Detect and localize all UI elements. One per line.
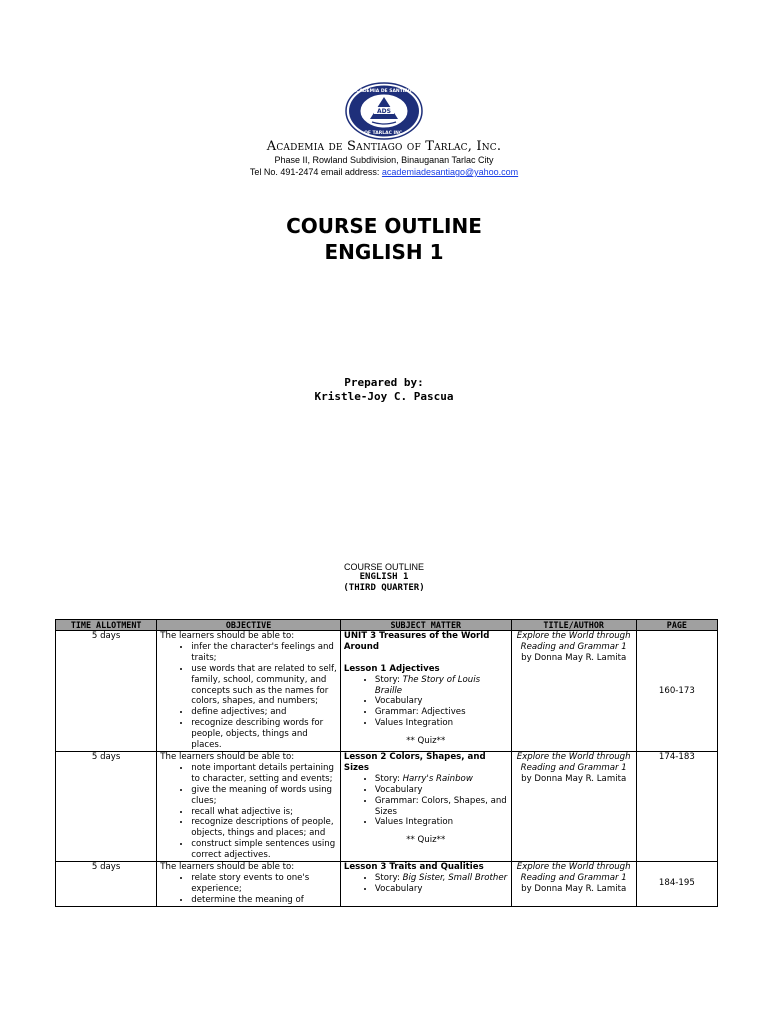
list-item: • Vocabulary — [375, 696, 508, 707]
title-author-cell — [511, 862, 636, 907]
book-author: by Donna May R. Lamita — [521, 883, 627, 894]
svg-text:OF TARLAC INC.: OF TARLAC INC. — [364, 131, 404, 136]
list-item: • Values Integration — [375, 718, 508, 729]
svg-text:ADS: ADS — [377, 108, 391, 115]
book-title: Explore the World through Reading and Grammar 1 — [516, 862, 631, 883]
school-seal-logo — [344, 82, 424, 140]
time-allotment-cell: 5 days — [56, 631, 157, 752]
book-author: by Donna May R. Lamita — [521, 773, 627, 784]
list-item: • recall what adjective is; — [191, 807, 337, 818]
page-cell: 160-173 — [636, 631, 717, 752]
objective-list — [160, 763, 337, 861]
lesson-title: Lesson 3 Traits and Qualities — [343, 862, 484, 873]
objective-cell — [157, 862, 341, 907]
list-item: • define adjectives; and — [191, 707, 337, 718]
title-author-cell — [511, 631, 636, 752]
time-allotment-cell: 5 days — [56, 862, 157, 907]
list-item: • construct simple sentences using correct adjectives. — [191, 839, 337, 861]
header-subject-matter: SUBJECT MATTER — [340, 620, 511, 631]
objective-cell — [157, 751, 341, 861]
list-item: • infer the character's feelings and traits; — [191, 642, 337, 664]
time-allotment-cell: 5 days — [56, 751, 157, 861]
list-item: • determine the meaning of — [191, 895, 337, 906]
preparer-name: Kristle-Joy C. Pascua — [314, 390, 454, 403]
lesson-title: Lesson 2 Colors, Shapes, and Sizes — [343, 751, 486, 773]
course-outline-table — [55, 619, 718, 907]
prepared-by — [0, 376, 768, 404]
list-item: • note important details pertaining to character, setting and events; — [191, 763, 337, 785]
list-item: • give the meaning of words using clues; — [191, 785, 337, 807]
section-title: COURSE OUTLINE — [343, 562, 424, 572]
topic-list — [344, 873, 508, 895]
story-label: Story: — [374, 872, 403, 883]
subject-matter-cell — [340, 751, 511, 861]
list-item — [375, 774, 508, 785]
list-item — [375, 873, 508, 884]
list-item: • Grammar: Adjectives — [375, 707, 508, 718]
list-item: • recognize describing words for people, objects, things and places. — [191, 718, 337, 751]
list-item: • use words that are related to self, family, school, community, and concepts such as the names for colors, shapes, and numbers; — [191, 664, 337, 708]
book-author: by Donna May R. Lamita — [521, 652, 627, 663]
lesson-title: Lesson 1 Adjectives — [343, 663, 440, 674]
list-item: • Values Integration — [375, 817, 508, 828]
title-line-2: ENGLISH 1 — [324, 240, 444, 264]
prepared-label: Prepared by: — [344, 376, 424, 389]
story-title: Harry's Rainbow — [402, 773, 473, 784]
table-row — [56, 631, 718, 752]
quiz-note: ** Quiz** — [406, 736, 446, 747]
page-cell: 184-195 — [636, 862, 717, 907]
school-address: Phase II, Rowland Subdivision, Binauganan Tarlac City — [274, 155, 494, 165]
header-title-author: TITLE/AUTHOR — [511, 620, 636, 631]
list-item: • Vocabulary — [375, 785, 508, 796]
topic-list — [344, 675, 508, 730]
list-item: • relate story events to one's experience; — [191, 873, 337, 895]
objective-list — [160, 873, 337, 906]
title-author-cell — [511, 751, 636, 861]
header-time-allotment: TIME ALLOTMENT — [56, 620, 157, 631]
subject-matter-cell — [340, 631, 511, 752]
title-line-1: COURSE OUTLINE — [286, 214, 482, 238]
school-name: Academia de Santiago of Tarlac, Inc. — [266, 139, 502, 154]
header-objective: OBJECTIVE — [157, 620, 341, 631]
subject-matter-cell — [340, 862, 511, 907]
objective-list — [160, 642, 337, 751]
page-cell: 174-183 — [636, 751, 717, 861]
contact-prefix: Tel No. 491-2474 email address: — [249, 167, 382, 177]
svg-text:ACADEMIA DE SANTIAGO: ACADEMIA DE SANTIAGO — [352, 89, 416, 94]
list-item: • Vocabulary — [375, 884, 508, 895]
email-link[interactable]: academiadesantiago@yahoo.com — [381, 167, 519, 177]
header-page: PAGE — [636, 620, 717, 631]
objective-intro: The learners should be able to: — [160, 751, 295, 762]
list-item — [375, 675, 508, 697]
topic-list — [344, 774, 508, 829]
table-row — [56, 751, 718, 861]
story-title: The Story of Louis Braille — [374, 674, 481, 696]
objective-cell — [157, 631, 341, 752]
objective-intro: The learners should be able to: — [160, 631, 295, 641]
book-title: Explore the World through Reading and Grammar 1 — [516, 631, 631, 652]
school-contact — [0, 167, 768, 177]
objective-intro: The learners should be able to: — [160, 862, 295, 873]
quiz-note: ** Quiz** — [406, 835, 446, 846]
list-item: • Grammar: Colors, Shapes, and Sizes — [375, 796, 508, 818]
section-quarter: (THIRD QUARTER) — [343, 583, 425, 593]
story-label: Story: — [374, 773, 403, 784]
story-label: Story: — [374, 674, 403, 685]
unit-title: UNIT 3 Treasures of the World Around — [343, 631, 490, 652]
section-subtitle — [0, 572, 768, 594]
section-subject: ENGLISH 1 — [359, 572, 409, 582]
list-item: • recognize descriptions of people, objects, things and places; and — [191, 817, 337, 839]
table-row — [56, 862, 718, 907]
document-title — [0, 213, 768, 265]
story-title: Big Sister, Small Brother — [402, 872, 508, 883]
book-title: Explore the World through Reading and Grammar 1 — [516, 751, 631, 773]
table-header-row — [56, 620, 718, 631]
